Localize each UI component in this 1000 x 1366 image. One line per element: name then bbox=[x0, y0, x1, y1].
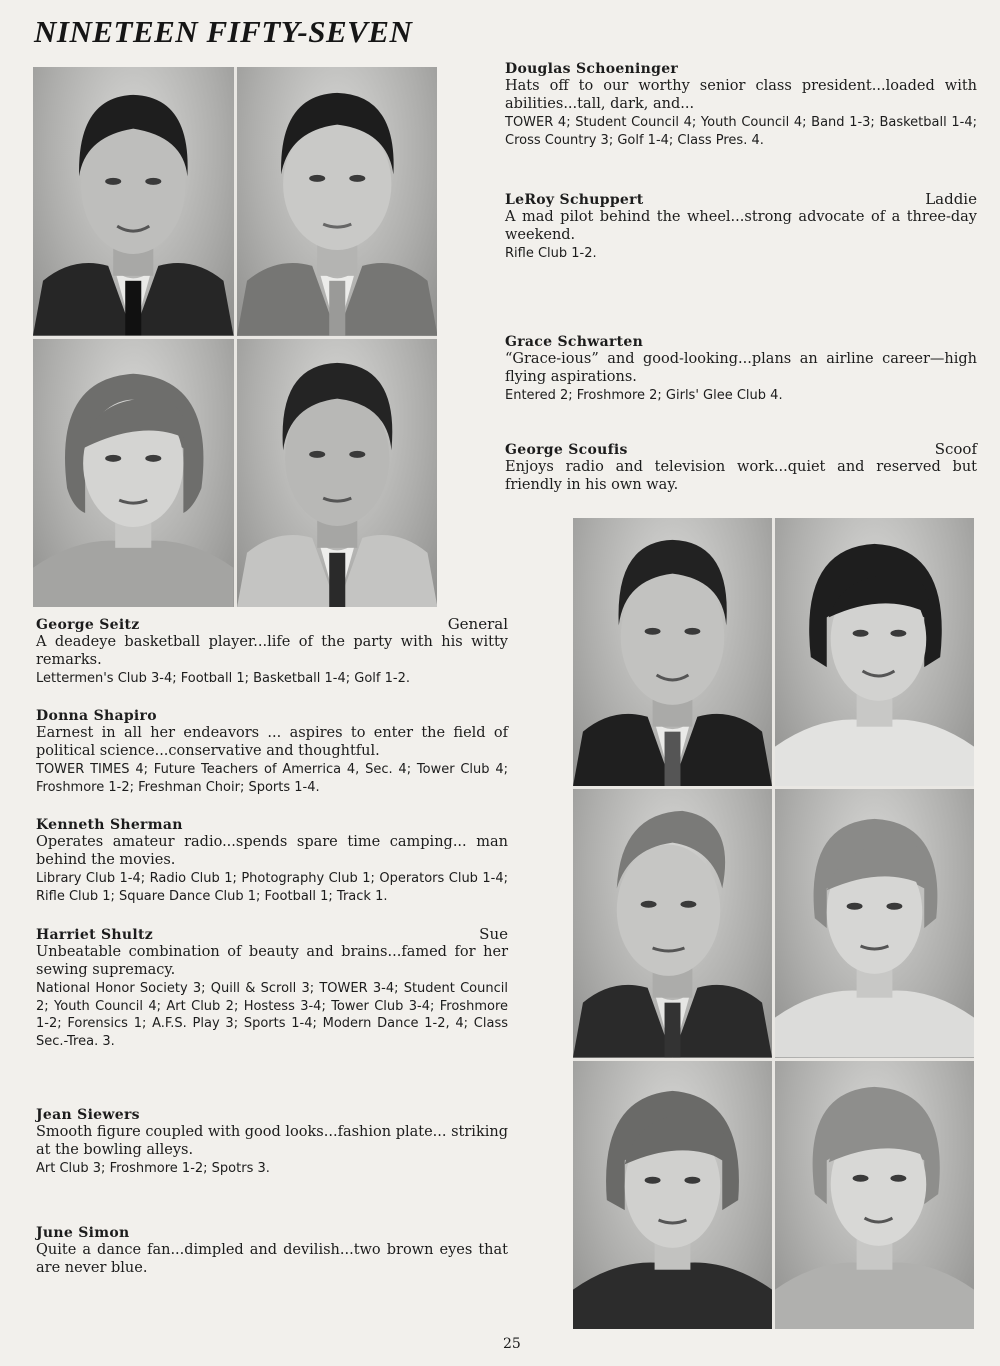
student-nickname: Laddie bbox=[925, 190, 977, 208]
student-activities: Entered 2; Froshmore 2; Girls' Glee Club 4. bbox=[505, 388, 783, 403]
student-name: Donna Shapiro bbox=[36, 708, 157, 724]
portrait-donna-shapiro bbox=[775, 518, 974, 786]
female-portrait-icon bbox=[775, 518, 974, 786]
entry-george-scoufis bbox=[505, 440, 977, 494]
student-name: Douglas Schoeninger bbox=[505, 61, 679, 77]
student-description: “Grace-ious” and good-looking...plans an airline career—high flying aspirations. bbox=[505, 351, 977, 385]
student-name: Grace Schwarten bbox=[505, 334, 644, 350]
entry-grace-schwarten bbox=[505, 334, 977, 405]
student-description: Smooth figure coupled with good looks...fashion plate... striking at the bowling alleys. bbox=[36, 1124, 508, 1158]
portrait-douglas-schoeninger bbox=[33, 67, 234, 336]
student-activities: Library Club 1-4; Radio Club 1; Photography Club 1; Operators Club 1-4; Rifle Club 1; Square Dance Club 1; Football 1; Track 1. bbox=[36, 871, 508, 904]
portrait-grid-left bbox=[33, 67, 437, 607]
student-activities: TOWER TIMES 4; Future Teachers of Amerrica 4, Sec. 4; Tower Club 4; Froshmore 1-2; Freshman Choir; Sports 1-4. bbox=[36, 762, 508, 795]
entry-donna-shapiro bbox=[36, 708, 508, 796]
student-name: LeRoy Schuppert bbox=[505, 192, 644, 208]
student-name: Kenneth Sherman bbox=[36, 817, 183, 833]
student-activities: Rifle Club 1-2. bbox=[505, 246, 597, 261]
portrait-leroy-schuppert bbox=[237, 67, 438, 336]
portrait-grid-right bbox=[573, 518, 974, 1329]
entry-kenneth-sherman bbox=[36, 817, 508, 905]
portrait-harriet-shultz bbox=[775, 789, 974, 1057]
student-description: A mad pilot behind the wheel...strong advocate of a three-day weekend. bbox=[505, 209, 977, 243]
student-description: Operates amateur radio...spends spare time camping... man behind the movies. bbox=[36, 834, 508, 868]
student-name: George Scoufis bbox=[505, 442, 628, 458]
entry-june-simon bbox=[36, 1225, 508, 1277]
student-nickname: General bbox=[447, 615, 508, 633]
portrait-june-simon bbox=[775, 1061, 974, 1329]
student-name: George Seitz bbox=[36, 617, 140, 633]
male-portrait-icon bbox=[237, 67, 438, 336]
male-portrait-icon bbox=[573, 518, 772, 786]
female-portrait-icon bbox=[573, 1061, 772, 1329]
student-description: Unbeatable combination of beauty and brains...famed for her sewing supremacy. bbox=[36, 944, 508, 978]
student-description: Earnest in all her endeavors ... aspires to enter the field of political science...conservative and thoughtful. bbox=[36, 725, 508, 759]
student-description: Enjoys radio and television work...quiet and reserved but friendly in his own way. bbox=[505, 459, 977, 493]
student-activities: Art Club 3; Froshmore 1-2; Spotrs 3. bbox=[36, 1161, 270, 1176]
student-activities: TOWER 4; Student Council 4; Youth Council 4; Band 1-3; Basketball 1-4; Cross Country 3; Golf 1-4; Class Pres. 4. bbox=[505, 115, 977, 148]
student-name: June Simon bbox=[36, 1225, 130, 1241]
student-description: Quite a dance fan...dimpled and devilish...two brown eyes that are never blue. bbox=[36, 1242, 508, 1276]
male-portrait-icon bbox=[33, 67, 234, 336]
student-description: A deadeye basketball player...life of the party with his witty remarks. bbox=[36, 634, 508, 668]
student-name: Jean Siewers bbox=[36, 1107, 140, 1123]
student-name: Harriet Shultz bbox=[36, 927, 154, 943]
portrait-kenneth-sherman bbox=[573, 789, 772, 1057]
entry-jean-siewers bbox=[36, 1107, 508, 1178]
entry-douglas-schoeninger bbox=[505, 61, 977, 149]
portrait-grace-schwarten bbox=[33, 339, 234, 608]
student-nickname: Scoof bbox=[934, 440, 977, 458]
student-description: Hats off to our worthy senior class president...loaded with abilities...tall, dark, and... bbox=[505, 78, 977, 112]
page-title: NINETEEN FIFTY-SEVEN bbox=[34, 14, 413, 49]
female-portrait-icon bbox=[33, 339, 234, 608]
male-portrait-icon bbox=[237, 339, 438, 608]
entry-george-seitz bbox=[36, 615, 508, 688]
portrait-jean-siewers bbox=[573, 1061, 772, 1329]
entry-leroy-schuppert bbox=[505, 190, 977, 263]
student-activities: Lettermen's Club 3-4; Football 1; Basketball 1-4; Golf 1-2. bbox=[36, 671, 410, 686]
student-nickname: Sue bbox=[479, 925, 508, 943]
female-portrait-icon bbox=[775, 789, 974, 1057]
female-portrait-icon bbox=[775, 1061, 974, 1329]
entry-harriet-shultz bbox=[36, 925, 508, 1050]
male-portrait-icon bbox=[573, 789, 772, 1057]
portrait-george-seitz bbox=[573, 518, 772, 786]
page-number: 25 bbox=[503, 1336, 521, 1352]
portrait-george-scoufis bbox=[237, 339, 438, 608]
student-activities: National Honor Society 3; Quill & Scroll 3; TOWER 3-4; Student Council 2; Youth Council 4; Art Club 2; Hostess 3-4; Tower Club 3-4; Froshmore 1-2; Forensics 1; A.F.S. Play 3; Sports 1-4; Modern Dance 1-2, 4; Class Sec.-Trea. 3. bbox=[36, 981, 508, 1049]
